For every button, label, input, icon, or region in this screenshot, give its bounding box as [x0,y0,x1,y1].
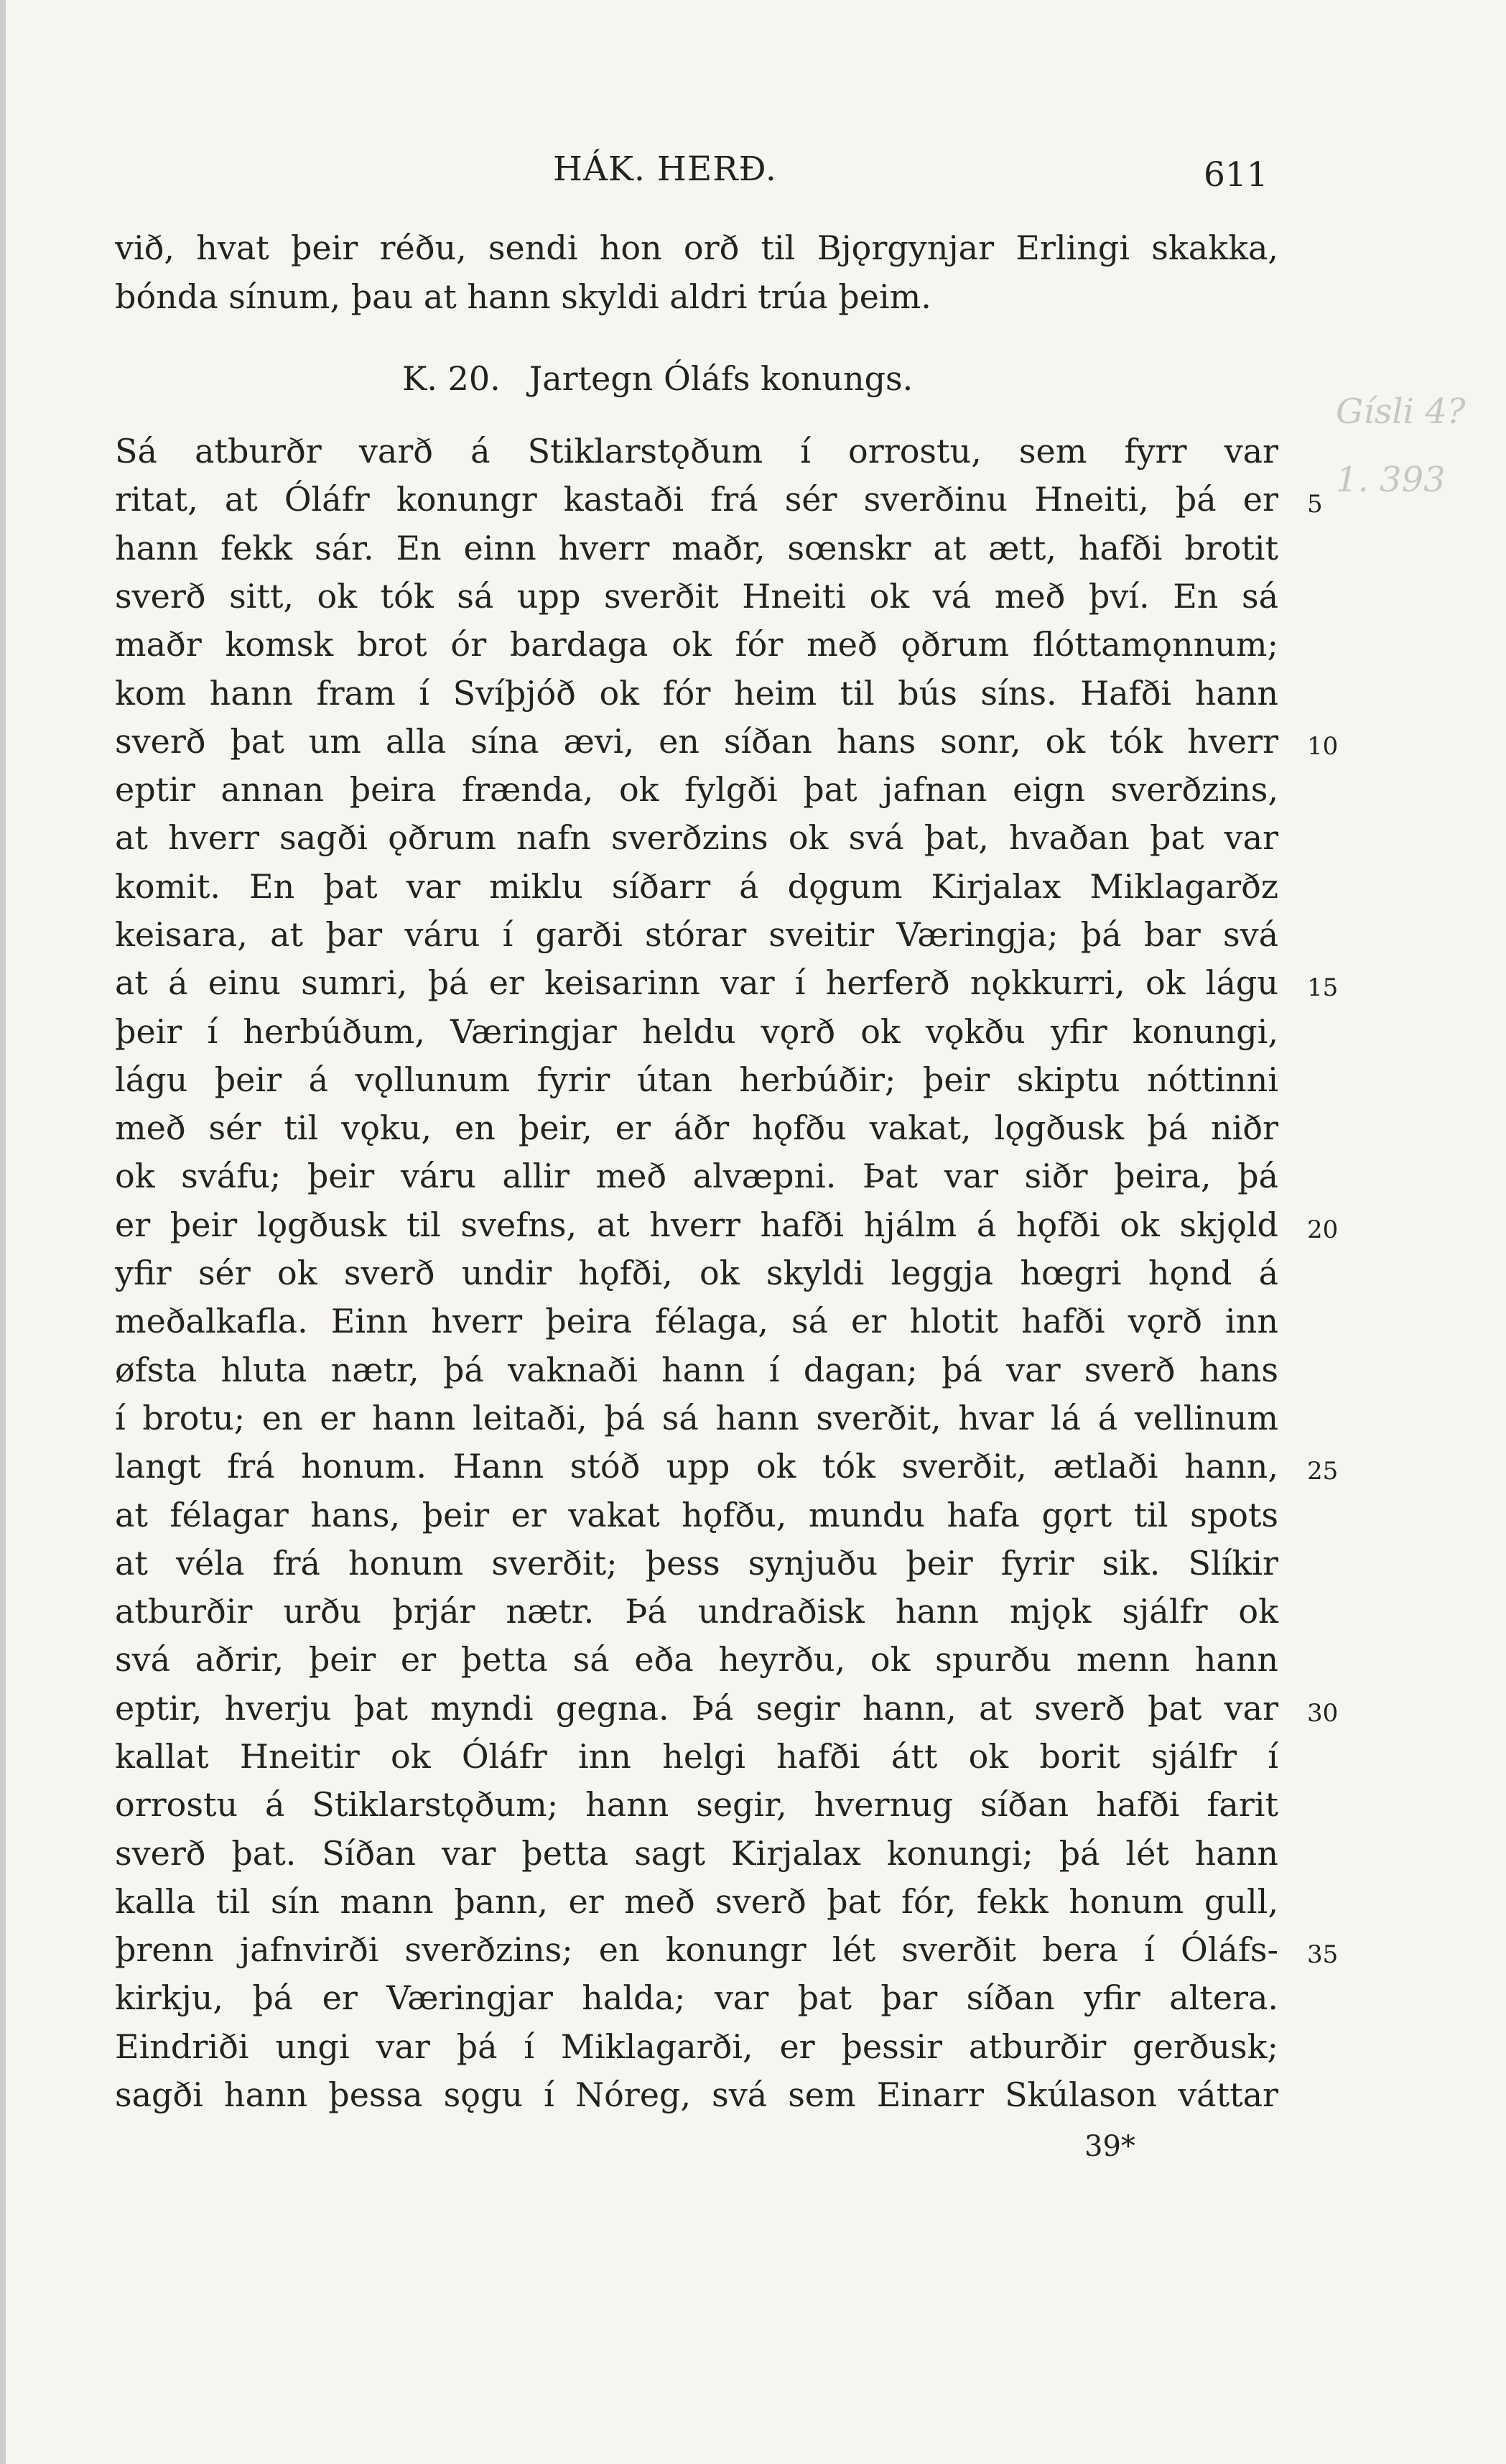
text-line: langt frá honum. Hann stóð upp ok tók sverðit, ætlaði hann, [115,1447,1278,1486]
margin-line-number: 10 [1307,732,1339,761]
text-line: við, hvat þeir réðu, sendi hon orð til Bjǫrgynjar Erlingi skakka, [115,228,1278,267]
page-edge [0,0,6,2464]
text-line: sverð sitt, ok tók sá upp sverðit Hneiti ok vá með því. En sá [115,577,1278,616]
margin-line-number: 25 [1307,1457,1339,1486]
text-line: ok sváfu; þeir váru allir með alvæpni. Þat var siðr þeira, þá [115,1157,1278,1195]
text-line: í brotu; en er hann leitaði, þá sá hann sverðit, hvar lá á vellinum [115,1399,1278,1437]
text-line: kirkju, þá er Væringjar halda; var þat þar síðan yfir altera. [115,1978,1278,2017]
text-line: keisara, at þar váru í garði stórar sveitir Væringja; þá bar svá [115,915,1278,954]
text-line: sverð þat. Síðan var þetta sagt Kirjalax konungi; þá lét hann [115,1834,1278,1873]
signature-mark: 39* [1084,2130,1135,2163]
chapter-title: Jartegn Óláfs konungs. [529,359,914,398]
running-header-title: HÁK. HERÐ. [553,149,777,189]
text-line: at hverr sagði ǫðrum nafn sverðzins ok svá þat, hvaðan þat var [115,818,1278,857]
margin-line-number: 20 [1307,1215,1339,1244]
margin-line-number: 30 [1307,1699,1339,1728]
text-line: með sér til vǫku, en þeir, er áðr hǫfðu vakat, lǫgðusk þá niðr [115,1108,1278,1147]
text-line: at á einu sumri, þá er keisarinn var í herferð nǫkkurri, ok lágu [115,963,1278,1002]
text-line: sverð þat um alla sína ævi, en síðan hans sonr, ok tók hverr [115,722,1278,761]
text-line: svá aðrir, þeir er þetta sá eða heyrðu, ok spurðu menn hann [115,1640,1278,1679]
text-line: bónda sínum, þau at hann skyldi aldri trúa þeim. [115,277,931,316]
text-line: komit. En þat var miklu síðarr á dǫgum Kirjalax Miklagarðz [115,867,1278,906]
text-line: er þeir lǫgðusk til svefns, at hverr hafði hjálm á hǫfði ok skjǫld [115,1205,1278,1244]
text-line: Sá atburðr varð á Stiklarstǫðum í orrostu, sem fyrr var [115,432,1278,471]
text-line: eptir, hverju þat myndi gegna. Þá segir hann, at sverð þat var [115,1689,1278,1728]
margin-line-number: 15 [1307,973,1339,1002]
text-line: orrostu á Stiklarstǫðum; hann segir, hvernug síðan hafði farit [115,1785,1278,1824]
text-line: þrenn jafnvirði sverðzins; en konungr lét sverðit bera í Óláfs- [115,1930,1278,1969]
text-line: at véla frá honum sverðit; þess synjuðu þeir fyrir sik. Slíkir [115,1544,1278,1583]
text-line: atburðir urðu þrjár nætr. Þá undraðisk hann mjǫk sjálfr ok [115,1592,1278,1631]
margin-line-number: 35 [1307,1940,1339,1969]
text-line: meðalkafla. Einn hverr þeira félaga, sá er hlotit hafði vǫrð inn [115,1302,1278,1340]
text-line: hann fekk sár. En einn hverr maðr, sœnskr at ætt, hafði brotit [115,529,1278,568]
chapter-number: K. 20. [402,359,501,398]
text-line: maðr komsk brot ór bardaga ok fór með ǫðrum flóttamǫnnum; [115,625,1278,664]
text-line: kom hann fram í Svíþjóð ok fór heim til bús síns. Hafði hann [115,674,1278,713]
chapter-heading [402,359,913,398]
text-line: eptir annan þeira frænda, ok fylgði þat jafnan eign sverðzins, [115,770,1278,809]
handwritten-annotation: Gísli 4? [1336,392,1466,432]
handwritten-annotation: 1. 393 [1336,460,1446,500]
text-line: kalla til sín mann þann, er með sverð þat fór, fekk honum gull, [115,1882,1278,1921]
text-line: sagði hann þessa sǫgu í Nóreg, svá sem Einarr Skúlason váttar [115,2075,1278,2114]
text-line: kallat Hneitir ok Óláfr inn helgi hafði átt ok borit sjálfr í [115,1737,1278,1776]
text-line: þeir í herbúðum, Væringjar heldu vǫrð ok vǫkðu yfir konungi, [115,1012,1278,1051]
text-line: lágu þeir á vǫllunum fyrir útan herbúðir; þeir skiptu nóttinni [115,1060,1278,1099]
text-line: Eindriði ungi var þá í Miklagarði, er þessir atburðir gerðusk; [115,2027,1278,2066]
text-line: yfir sér ok sverð undir hǫfði, ok skyldi leggja hœgri hǫnd á [115,1254,1278,1292]
text-line: ritat, at Óláfr konungr kastaði frá sér sverðinu Hneiti, þá er [115,480,1278,519]
page-number: 611 [1204,155,1268,195]
text-line: at félagar hans, þeir er vakat hǫfðu, mundu hafa gǫrt til spots [115,1496,1278,1534]
text-line: øfsta hluta nætr, þá vaknaði hann í dagan; þá var sverð hans [115,1351,1278,1389]
margin-line-number: 5 [1307,490,1323,519]
